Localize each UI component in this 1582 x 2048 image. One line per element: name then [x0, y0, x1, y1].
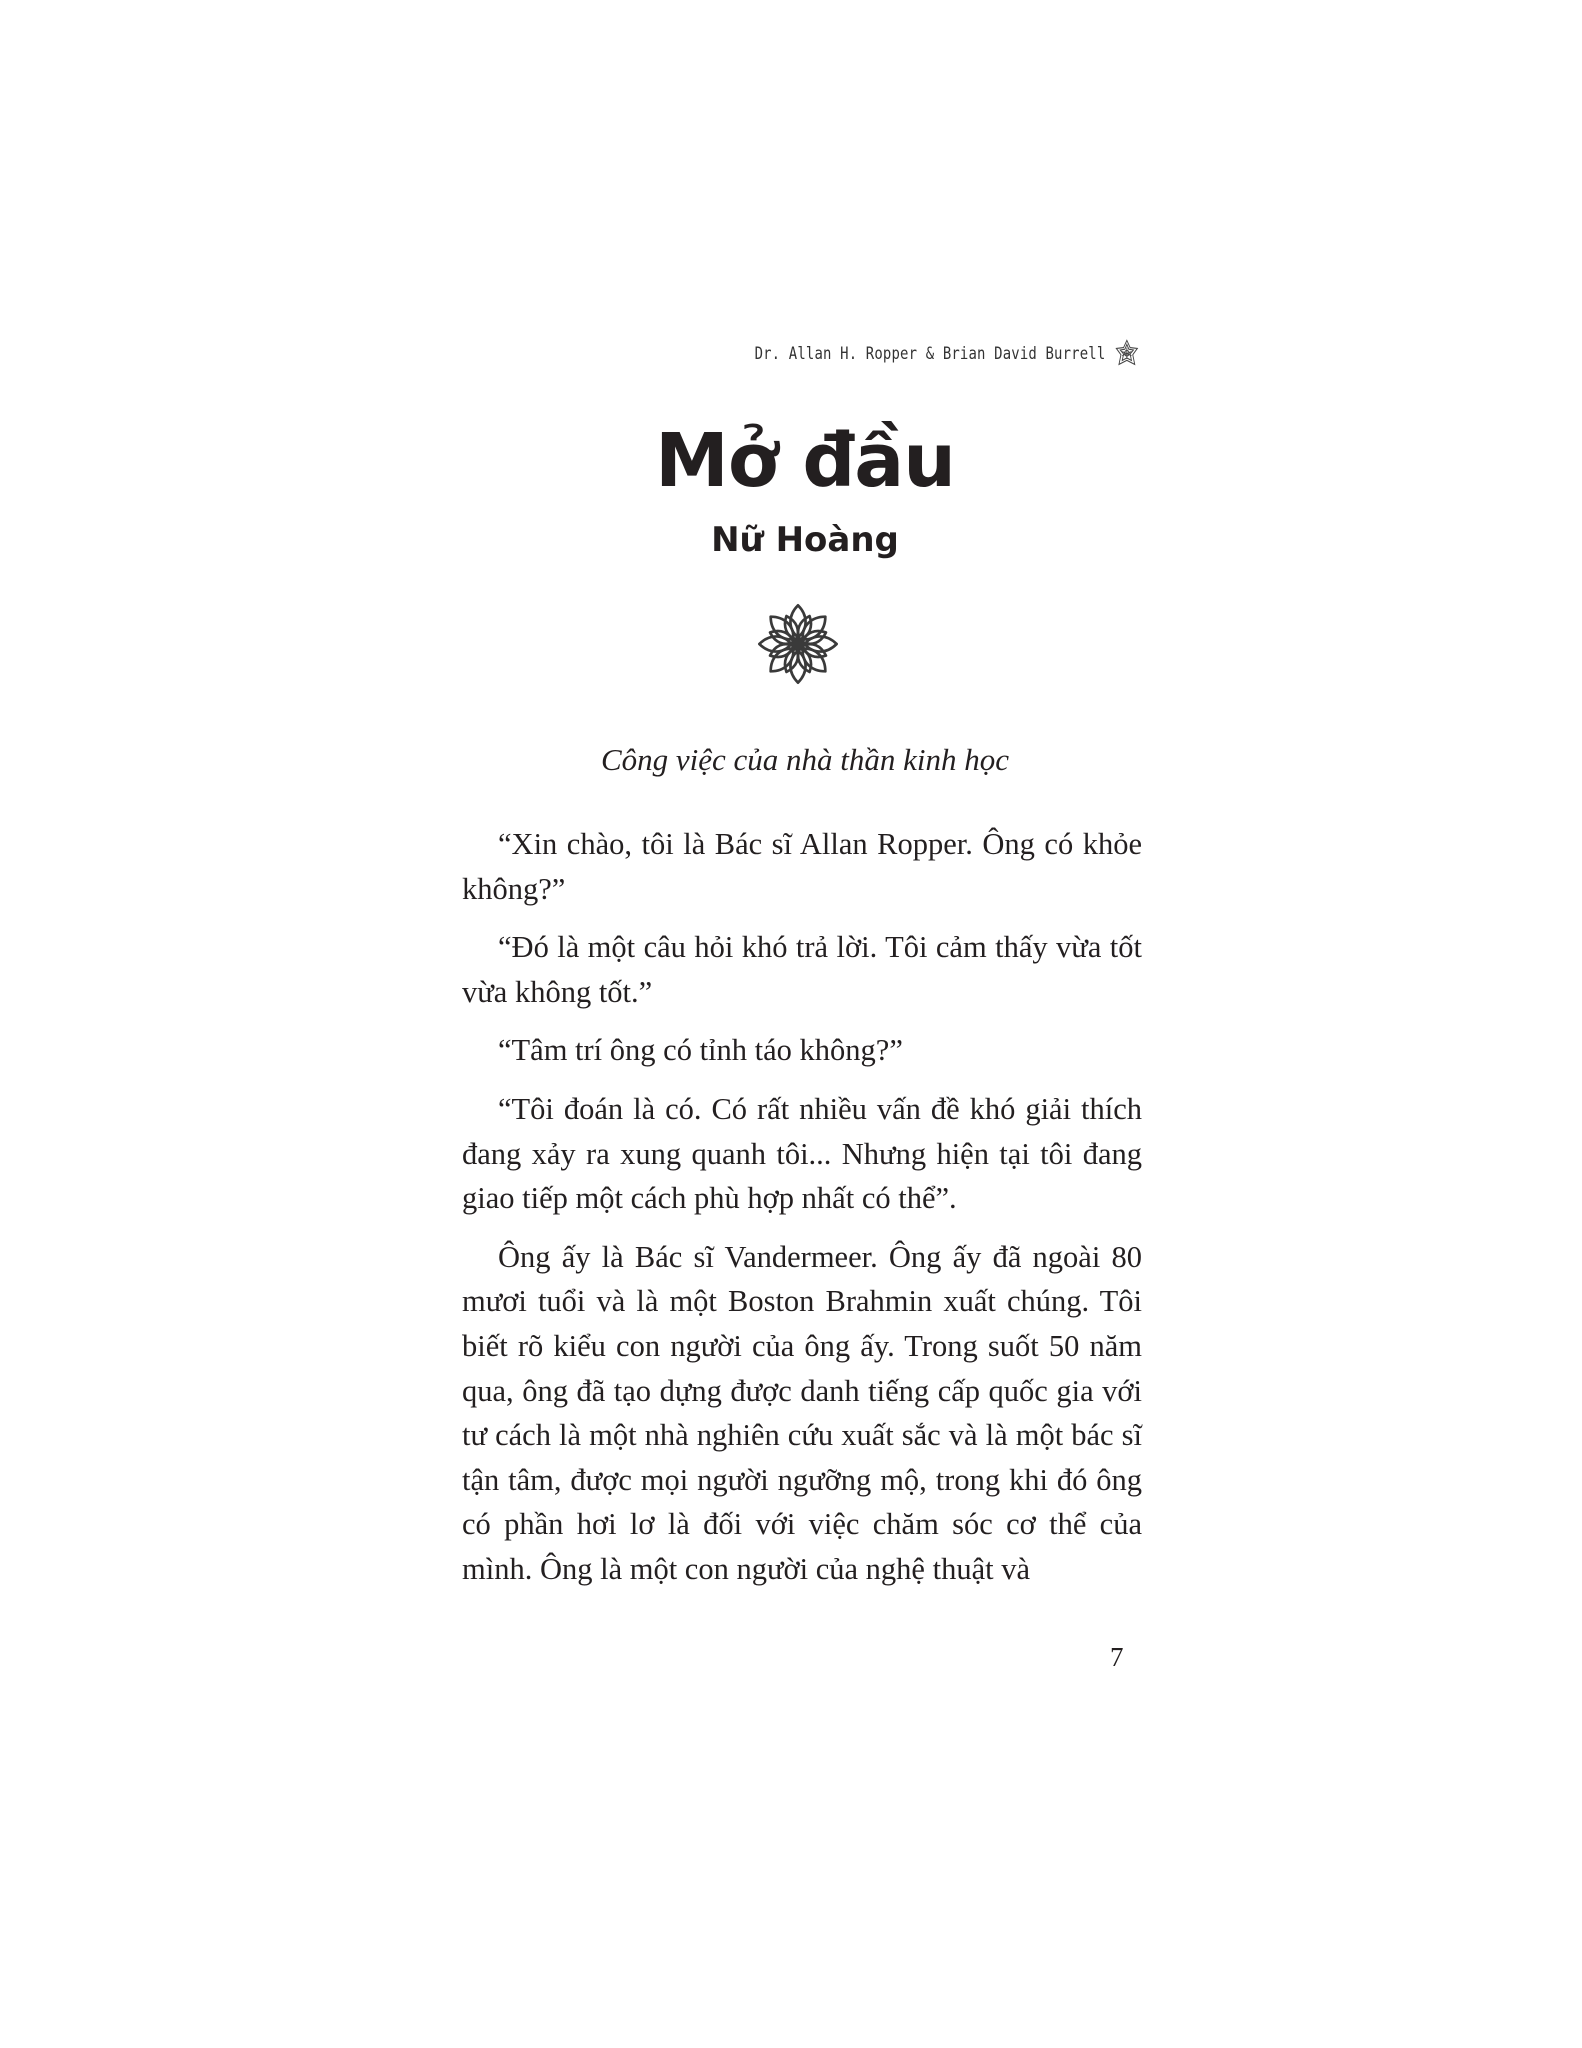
paragraph: “Xin chào, tôi là Bác sĩ Allan Ropper. Ông có khỏe không?” [462, 827, 1142, 906]
chapter-title: Mở đầu [655, 418, 955, 504]
paragraph: Ông ấy là Bác sĩ Vandermeer. Ông ấy đã ngoài 80 mươi tuổi và là một Boston Brahmin xuất chúng. Tôi biết rõ kiểu con người của ông ấy. Trong suốt 50 năm qua, ông đã tạo dựng được danh tiếng cấp quốc gia với tư cách là một nhà nghiên cứu xuất sắc và là một bác sĩ tận tâm, được mọi người ngưỡng mộ, trong khi đó ông có phần hơi lơ là đối với việc chăm sóc cơ thể của mình. Ông là một con người của nghệ thuật và [462, 1239, 1142, 1586]
page-number: 7 [1110, 1642, 1124, 1672]
lotus-mandala-icon [756, 602, 840, 686]
chapter-subtitle: Nữ Hoàng [711, 520, 899, 560]
paragraph: “Tâm trí ông có tỉnh táo không?” [498, 1033, 903, 1068]
running-head-authors: Dr. Allan H. Ropper & Brian David Burrell [754, 344, 1106, 364]
paragraph: “Đó là một câu hỏi khó trả lời. Tôi cảm thấy vừa tốt vừa không tốt.” [462, 930, 1142, 1009]
paragraph: “Tôi đoán là có. Có rất nhiều vấn đề khó giải thích đang xảy ra xung quanh tôi... Nhưng hiện tại tôi đang giao tiếp một cách phù hợp nhất có thể”. [462, 1091, 1142, 1216]
flower-ornament-icon [1114, 338, 1140, 370]
chapter-epigraph: Công việc của nhà thần kinh học [600, 742, 1010, 777]
body-text [462, 822, 1142, 1606]
running-head [755, 338, 1140, 370]
